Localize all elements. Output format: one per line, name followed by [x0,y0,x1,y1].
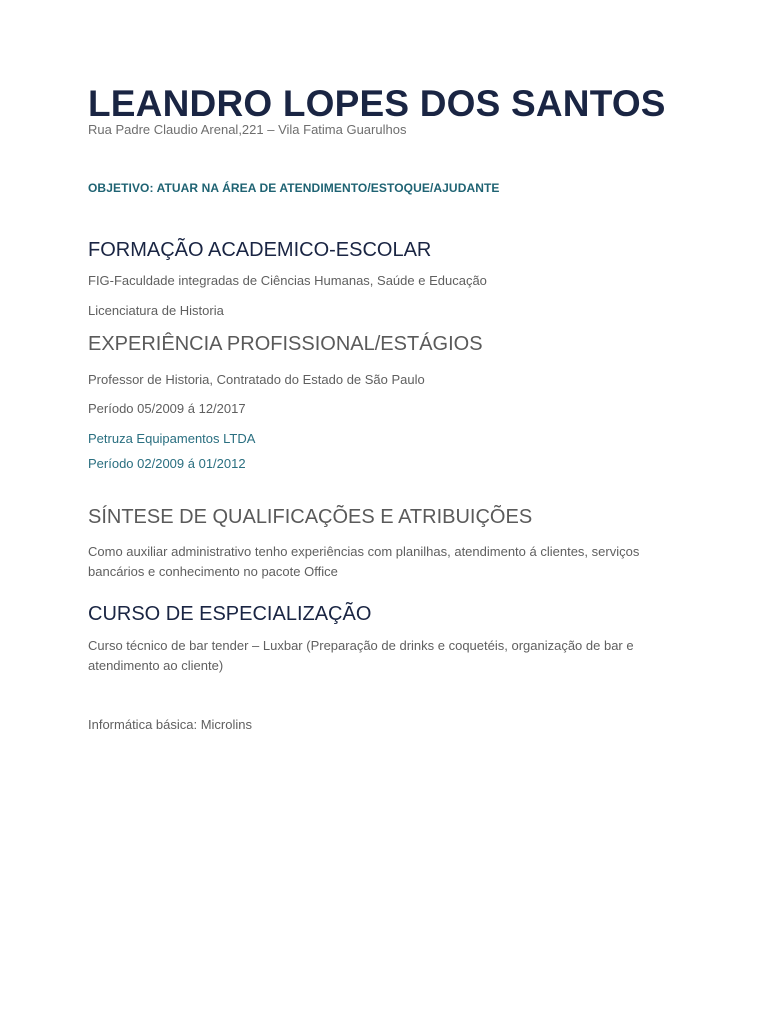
candidate-name: LEANDRO LOPES DOS SANTOS [88,83,666,124]
education-section-title: FORMAÇÃO ACADEMICO-ESCOLAR [88,239,432,261]
job-2-period: Período 02/2009 á 01/2012 [88,456,246,471]
job-1-period: Período 05/2009 á 12/2017 [88,401,246,416]
job-2-role: Petruza Equipamentos LTDA [88,431,256,446]
summary-section-title: SÍNTESE DE QUALIFICAÇÕES E ATRIBUIÇÕES [88,506,533,528]
experience-section-title: EXPERIÊNCIA PROFISSIONAL/ESTÁGIOS [88,333,483,355]
summary-text: Como auxiliar administrativo tenho experiências com planilhas, atendimento á clientes, serviços bancários e conhecimento no pacote Office [88,544,640,579]
courses-text: Curso técnico de bar tender – Luxbar (Preparação de drinks e coquetéis, organização de bar e atendimento ao cliente) [88,638,634,673]
courses-section-title: CURSO DE ESPECIALIZAÇÃO [88,603,372,625]
courses-extra: Informática básica: Microlins [88,717,252,732]
education-institution: FIG-Faculdade integradas de Ciências Humanas, Saúde e Educação [88,273,487,288]
job-1-role: Professor de Historia, Contratado do Estado de São Paulo [88,372,425,387]
objective-statement: OBJETIVO: ATUAR NA ÁREA DE ATENDIMENTO/ESTOQUE/AJUDANTE [88,181,500,195]
education-degree: Licenciatura de Historia [88,303,224,318]
candidate-address: Rua Padre Claudio Arenal,221 – Vila Fatima Guarulhos [88,122,407,137]
